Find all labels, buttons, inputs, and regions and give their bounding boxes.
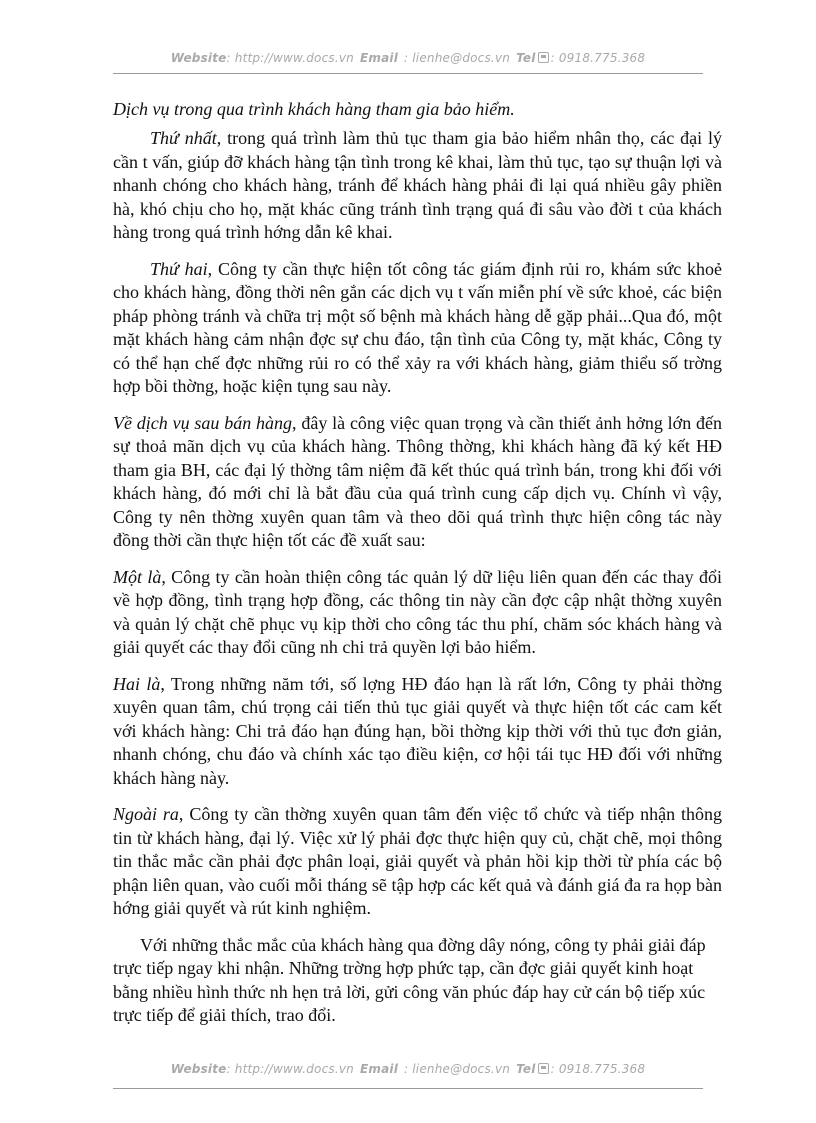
footer-email-label: Email	[359, 1062, 399, 1076]
paragraph-text: , Trong những năm tới, số lợng HĐ đáo hạn là rất lớn, Công ty phải thờng xuyên quan tâm, chú trọng cải tiến thủ tục giải quyết và thực hiện tốt các cam kết với khách hàng: Chi trả đáo hạn đúng hạn, bồi thờng kịp thời với thủ tục đơn giản, nhanh chóng, chu đáo và chính xác tạo điều kiện, cơ hội tái tục HĐ đối với những khách hàng này.	[113, 673, 722, 788]
paragraph-lead: Thứ nhất	[150, 128, 217, 148]
header-divider	[113, 73, 703, 74]
paragraph-lead: Ngoài ra	[113, 804, 179, 824]
paragraph-ngoai-ra	[113, 803, 722, 921]
paragraph-text: Với những thắc mắc của khách hàng qua đờng dây nóng, công ty phải giải đáp trực tiếp ngay khi nhận. Những trờng hợp phức tạp, cần đợc giải quyết kinh hoạt bằng nhiều hình thức nh hẹn trả lời, gửi công văn phúc đáp hay cử cán bộ tiếp xúc trực tiếp để giải thích, trao đổi.	[113, 934, 706, 1025]
paragraph-text: , Công ty cần thực hiện tốt công tác giám định rủi ro, khám sức khoẻ cho khách hàng, đồng thời nên gắn các dịch vụ t vấn miễn phí về sức khoẻ, các biện pháp phòng tránh và chữa trị một số bệnh mà khách hàng dễ gặp phải...Qua đó, một mặt khách hàng cảm nhận đợc sự chu đáo, tận tình của Công ty, mặt khác, Công ty có thể hạn chế đợc những rủi ro có thể xảy ra với khách hàng, giảm thiểu số trờng hợp bồi thờng, hoặc kiện tụng sau này.	[113, 258, 722, 396]
footer-tel-value: : 0918.775.368	[550, 1062, 646, 1076]
paragraph-text: , Công ty cần thờng xuyên quan tâm đến việc tổ chức và tiếp nhận thông tin từ khách hàng, đại lý. Việc xử lý phải đợc thực hiện quy củ, chặt chẽ, mọi thông tin thắc mắc cần phải đợc phân loại, giải quyết và phản hồi kịp thời từ phía các bộ phận liên quan, vào cuối mỗi tháng sẽ tập hợp các kết quả và đánh giá đa ra họp bàn hớng giải quyết và rút kinh nghiệm.	[113, 804, 723, 918]
footer-website-url[interactable]: : http://www.docs.vn	[226, 1062, 354, 1076]
phone-icon	[538, 1063, 549, 1074]
paragraph-text: , đây là công việc quan trọng và cần thiết ảnh hởng lớn đến sự thoả mãn dịch vụ của khách hàng. Thông thờng, khi khách hàng đã ký kết HĐ tham gia BH, các đại lý thờng tâm niệm đã kết thúc quá trình bán, trong khi đối với khách hàng, đó mới chỉ là bắt đầu của quá trình cung cấp dịch vụ. Chính vì vậy, Công ty nên thờng xuyên quan tâm và theo dõi quá trình thực hiện công tác này đồng thời cần thực hiện tốt các đề xuất sau:	[113, 412, 722, 550]
paragraph-thu-nhat	[113, 127, 722, 245]
page-header	[0, 51, 816, 65]
page-footer	[0, 1062, 816, 1076]
footer-email-value[interactable]: : lienhe@docs.vn	[404, 1062, 511, 1076]
header-email-label: Email	[359, 51, 399, 65]
paragraph-mot-la	[113, 566, 722, 660]
paragraph-hai-la	[113, 673, 722, 791]
header-email-value[interactable]: : lienhe@docs.vn	[404, 51, 511, 65]
header-tel-value: : 0918.775.368	[550, 51, 646, 65]
paragraph-dich-vu-sau-ban-hang	[113, 412, 722, 553]
paragraph-thu-hai	[113, 258, 722, 399]
header-tel-label: Tel	[516, 51, 536, 65]
paragraph-lead: Hai là	[113, 673, 161, 694]
paragraph-lead: Thứ hai	[150, 258, 208, 279]
footer-website-label: Website	[170, 1062, 227, 1076]
document-body	[113, 96, 722, 1041]
paragraph-thac-mac	[113, 934, 722, 1028]
paragraph-lead: Về dịch vụ sau bán hàng	[113, 412, 293, 433]
footer-tel-label: Tel	[516, 1062, 536, 1076]
paragraph-lead: Một là	[113, 566, 162, 587]
paragraph-text: , Công ty cần hoàn thiện công tác quản lý dữ liệu liên quan đến các thay đổi về hợp đồng, tình trạng hợp đồng, các thông tin này cần đợc cập nhật thờng xuyên và quản lý chặt chẽ phục vụ kịp thời cho công tác thu phí, chăm sóc khách hàng và giải quyết các thay đổi cũng nh chi trả quyền lợi bảo hiểm.	[113, 566, 722, 657]
section-heading: Dịch vụ trong qua trình khách hàng tham gia bảo hiểm.	[113, 99, 515, 119]
paragraph-text: , trong quá trình làm thủ tục tham gia bảo hiểm nhân thọ, các đại lý cần t vấn, giúp đỡ khách hàng tận tình trong kê khai, làm thủ tục, tạo sự thuận lợi và nhanh chóng cho khách hàng, tránh để khách hàng phải đi lại quá nhiều gây phiền hà, khó chịu cho họ, mặt khác cũng tránh tình trạng quá đi sâu vào đời t của khách hàng trong quá trình hớng dẫn kê khai.	[113, 128, 722, 242]
footer-divider	[113, 1088, 703, 1089]
header-website-url[interactable]: : http://www.docs.vn	[226, 51, 354, 65]
header-website-label: Website	[170, 51, 227, 65]
phone-icon	[538, 52, 549, 63]
